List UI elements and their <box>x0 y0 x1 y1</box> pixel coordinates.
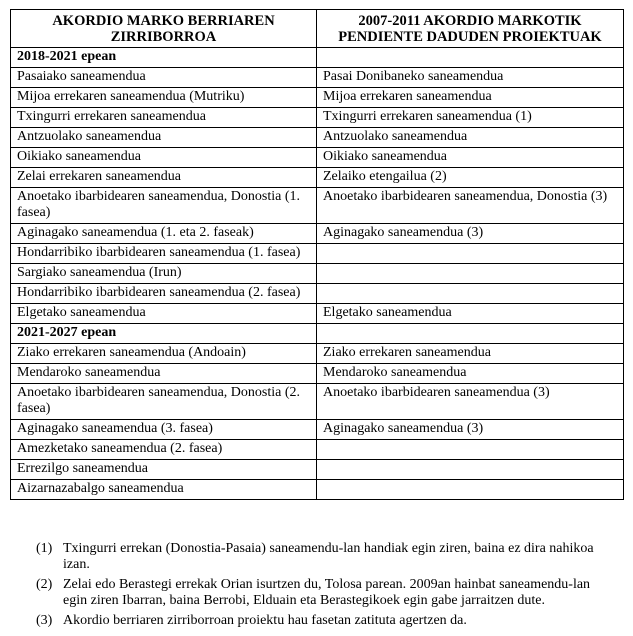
table-row <box>11 224 624 244</box>
table-row <box>11 168 624 188</box>
footnote <box>36 613 616 629</box>
section-title: 2021-2027 epean <box>11 324 317 344</box>
pending-project-cell: Pasai Donibaneko saneamendua <box>317 68 624 88</box>
draft-project-cell: Mijoa errekaren saneamendua (Mutriku) <box>11 88 317 108</box>
header-row <box>11 10 624 48</box>
pending-project-cell: Anoetako ibarbidearen saneamendua (3) <box>317 384 624 420</box>
draft-project-cell: Hondarribiko ibarbidearen saneamendua (1. fasea) <box>11 244 317 264</box>
table-row <box>11 420 624 440</box>
draft-project-cell: Anoetako ibarbidearen saneamendua, Donostia (2. fasea) <box>11 384 317 420</box>
table-row <box>11 284 624 304</box>
table-row <box>11 384 624 420</box>
footnote-number: (3) <box>36 613 53 628</box>
draft-project-cell: Zelai errekaren saneamendua <box>11 168 317 188</box>
header-pending-projects: 2007-2011 AKORDIO MARKOTIK PENDIENTE DADUDEN PROIEKTUAK <box>317 10 624 48</box>
table-row <box>11 440 624 460</box>
table-row <box>11 188 624 224</box>
draft-project-cell: Mendaroko saneamendua <box>11 364 317 384</box>
table-body <box>11 48 624 500</box>
pending-project-cell: Aginagako saneamendua (3) <box>317 224 624 244</box>
draft-project-cell: Aginagako saneamendua (1. eta 2. faseak) <box>11 224 317 244</box>
table-row <box>11 304 624 324</box>
table-row <box>11 264 624 284</box>
footnote-number: (2) <box>36 577 53 592</box>
pending-project-cell: Mijoa errekaren saneamendua <box>317 88 624 108</box>
section-row <box>11 324 624 344</box>
table-cell-empty <box>317 48 624 68</box>
footnotes <box>36 541 616 633</box>
draft-project-cell: Aginagako saneamendua (3. fasea) <box>11 420 317 440</box>
table-row <box>11 128 624 148</box>
table-row <box>11 480 624 500</box>
footnote-number: (1) <box>36 541 53 556</box>
draft-project-cell: Elgetako saneamendua <box>11 304 317 324</box>
projects-table <box>10 9 624 500</box>
pending-project-cell <box>317 284 624 304</box>
draft-project-cell: Antzuolako saneamendua <box>11 128 317 148</box>
draft-project-cell: Amezketako saneamendua (2. fasea) <box>11 440 317 460</box>
pending-project-cell: Anoetako ibarbidearen saneamendua, Donostia (3) <box>317 188 624 224</box>
pending-project-cell: Mendaroko saneamendua <box>317 364 624 384</box>
table-row <box>11 364 624 384</box>
pending-project-cell: Ziako errekaren saneamendua <box>317 344 624 364</box>
table-row <box>11 244 624 264</box>
table-row <box>11 460 624 480</box>
draft-project-cell: Sargiako saneamendua (Irun) <box>11 264 317 284</box>
pending-project-cell <box>317 460 624 480</box>
pending-project-cell: Txingurri errekaren saneamendua (1) <box>317 108 624 128</box>
draft-project-cell: Oikiako saneamendua <box>11 148 317 168</box>
table-row <box>11 148 624 168</box>
pending-project-cell: Aginagako saneamendua (3) <box>317 420 624 440</box>
table-row <box>11 68 624 88</box>
table-cell-empty <box>317 324 624 344</box>
draft-project-cell: Hondarribiko ibarbidearen saneamendua (2. fasea) <box>11 284 317 304</box>
section-title: 2018-2021 epean <box>11 48 317 68</box>
draft-project-cell: Ziako errekaren saneamendua (Andoain) <box>11 344 317 364</box>
pending-project-cell <box>317 264 624 284</box>
table-row <box>11 108 624 128</box>
pending-project-cell <box>317 244 624 264</box>
section-row <box>11 48 624 68</box>
footnote-text: Akordio berriaren zirriborroan proiektu hau fasetan zatituta agertzen da. <box>63 613 467 628</box>
table-row <box>11 344 624 364</box>
draft-project-cell: Aizarnazabalgo saneamendua <box>11 480 317 500</box>
pending-project-cell: Oikiako saneamendua <box>317 148 624 168</box>
footnote <box>36 541 616 573</box>
header-new-agreement-draft: AKORDIO MARKO BERRIAREN ZIRRIBORROA <box>11 10 317 48</box>
pending-project-cell: Elgetako saneamendua <box>317 304 624 324</box>
draft-project-cell: Pasaiako saneamendua <box>11 68 317 88</box>
draft-project-cell: Txingurri errekaren saneamendua <box>11 108 317 128</box>
pending-project-cell <box>317 440 624 460</box>
footnote-text: Zelai edo Berastegi errekak Orian isurtzen du, Tolosa parean. 2009an hainbat saneamendu-lan egin ziren Ibarran, baina Berrobi, Elduain eta Berastegikoek egin gabe jarraitzen dute. <box>63 577 591 608</box>
pending-project-cell: Zelaiko etengailua (2) <box>317 168 624 188</box>
pending-project-cell <box>317 480 624 500</box>
draft-project-cell: Errezilgo saneamendua <box>11 460 317 480</box>
footnote <box>36 577 616 609</box>
footnote-text: Txingurri errekan (Donostia-Pasaia) saneamendu-lan handiak egin ziren, baina ez dira nahikoa izan. <box>63 541 594 572</box>
pending-project-cell: Antzuolako saneamendua <box>317 128 624 148</box>
table-row <box>11 88 624 108</box>
draft-project-cell: Anoetako ibarbidearen saneamendua, Donostia (1. fasea) <box>11 188 317 224</box>
